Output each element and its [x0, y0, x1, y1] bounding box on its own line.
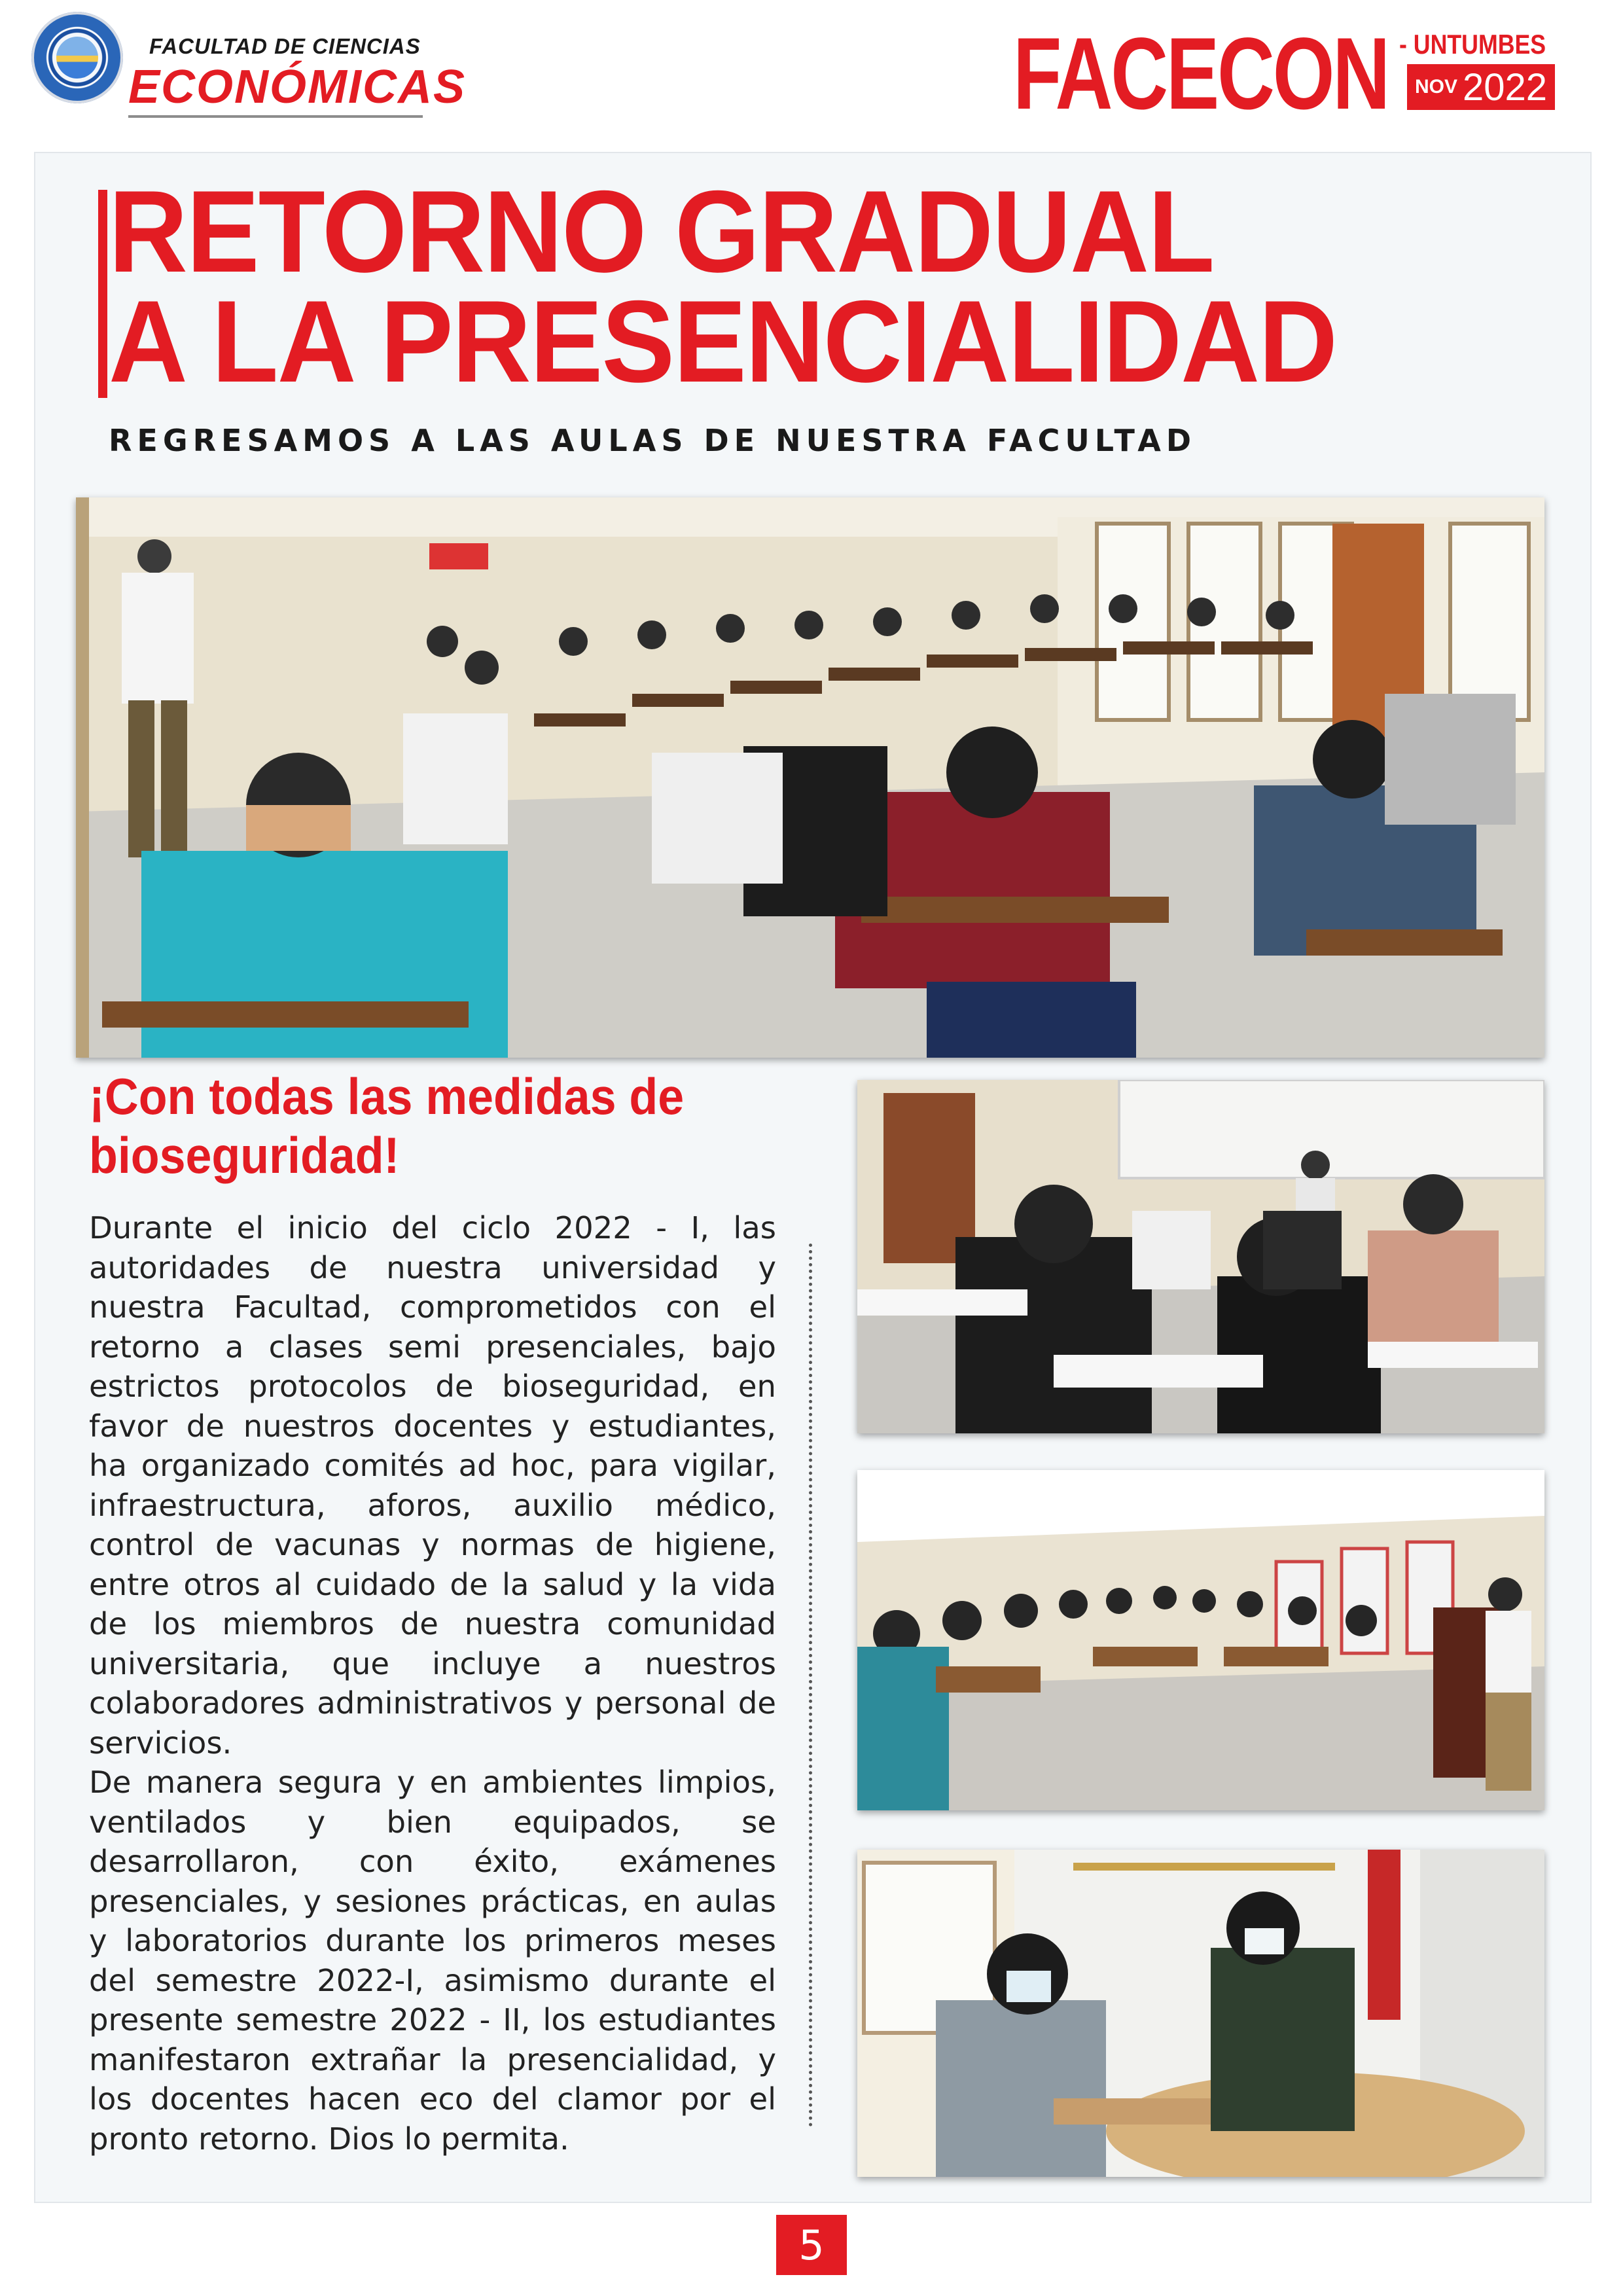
main-classroom-photo [76, 497, 1544, 1058]
classroom-photo-2 [857, 1470, 1544, 1810]
classroom-photo-3 [857, 1850, 1544, 2177]
article-body [89, 1208, 776, 2159]
column-divider [809, 1244, 812, 2127]
classroom-photo-1 [857, 1080, 1544, 1433]
faculty-underline [128, 115, 423, 118]
issue-year: 2022 [1463, 65, 1548, 109]
article-title [109, 166, 1337, 406]
faculty-name-line2: ECONÓMICAS [128, 61, 467, 113]
title-accent-bar [98, 190, 107, 398]
section-heading: ¡Con todas las medidas de bioseguridad! [89, 1067, 685, 1184]
issue-month: NOV [1415, 76, 1458, 98]
article-subtitle: REGRESAMOS A LAS AULAS DE NUESTRA FACULTAD [109, 423, 1197, 458]
issue-date-badge [1407, 64, 1555, 110]
page-number: 5 [776, 2215, 847, 2275]
title-line-2: A LA PRESENCIALIDAD [109, 276, 1337, 406]
faculty-name-line1: FACULTAD DE CIENCIAS [149, 34, 421, 58]
title-line-1: RETORNO GRADUAL [109, 166, 1214, 296]
university-seal-icon [31, 12, 123, 103]
article-paragraph-1: Durante el inicio del ciclo 2022 - I, las autoridades de nuestra universidad y nuestra Facultad, comprometidos con el retorno a clases semi presenciales, bajo estrictos protocolos de bioseguridad, en favor de nuestros docentes y estudiantes, ha organizado comités ad hoc, para vigilar, infraestructura, aforos, auxilio médico, control de vacunas y normas de higiene, entre otros al cuidado de la salud y la vida de los miembros de nuestra comunidad universitaria, que incluye a nuestros colaboradores administrativos y personal de servicios. [89, 1210, 776, 1761]
article-paragraph-2: De manera segura y en ambientes limpios, ventilados y bien equipados, se desarrollaron, con éxito, exámenes presenciales, y sesiones prácticas, en aulas y laboratorios durante los primeros meses del semestre 2022-I, asimismo durante el presente semestre 2022 - II, los estudiantes manifestaron extrañar la presencialidad, y los docentes hacen eco del clamor por el pronto retorno. Dios lo permita. [89, 1765, 776, 2157]
brand-suffix: - UNTUMBES [1399, 29, 1546, 60]
magazine-brand: FACECON [1013, 17, 1389, 131]
